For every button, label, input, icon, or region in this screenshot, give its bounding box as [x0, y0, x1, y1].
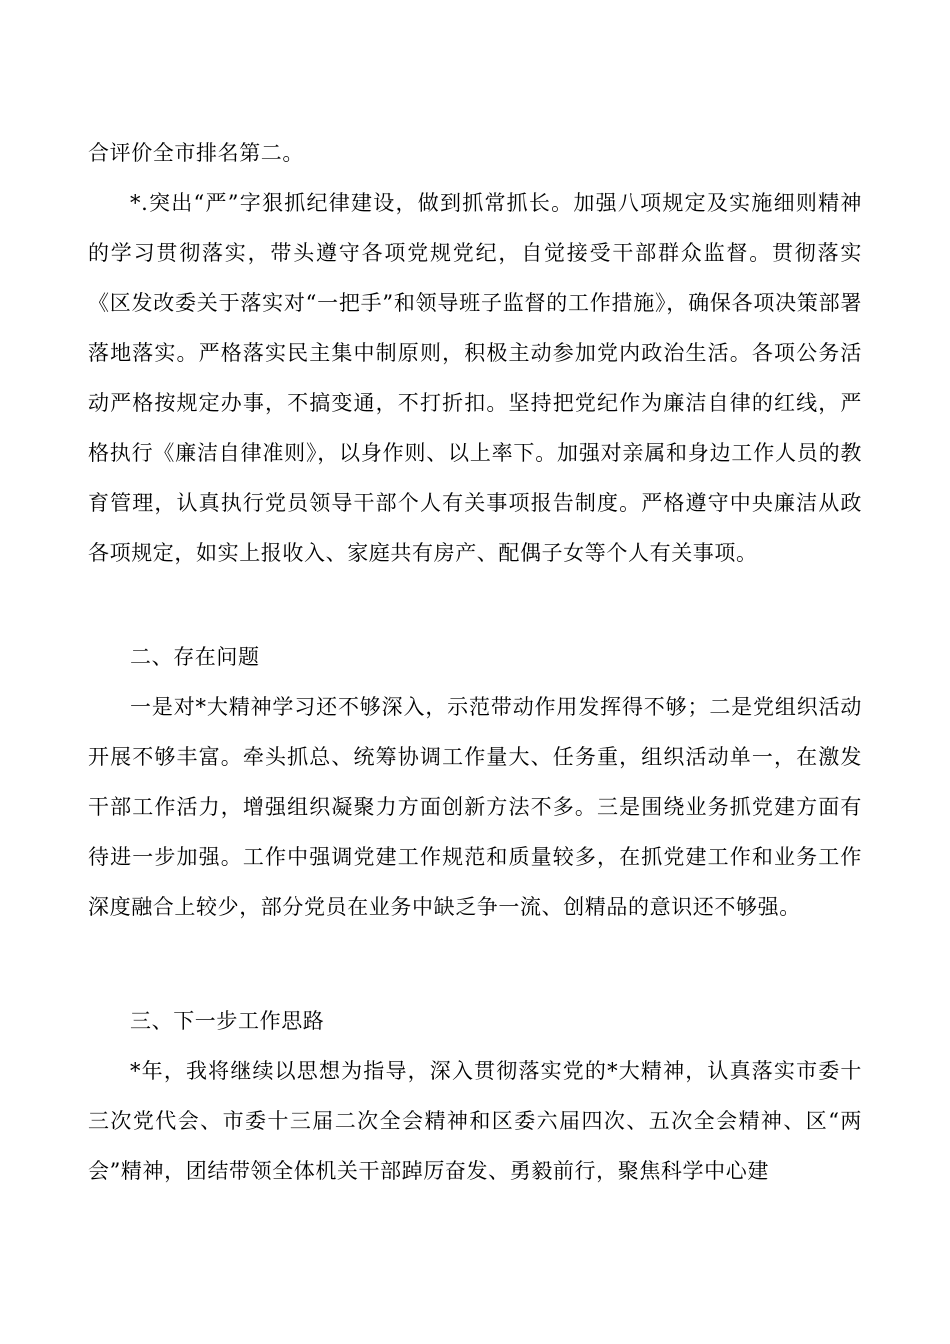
paragraph-continued: 合评价全市排名第二。 [88, 141, 304, 165]
section-heading-next-steps: 三、下一步工作思路 [130, 1009, 325, 1033]
section-heading-problems: 二、存在问题 [130, 645, 260, 669]
paragraph-discipline: *.突出“严”字狠抓纪律建设，做到抓常抓长。加强八项规定及实施细则精神的学习贯彻落实，带头遵守各项党规党纪，自觉接受干部群众监督。贯彻落实《区发改委关于落实对“一把手”和领导班子监督的工作措施》，确保各项决策部署落地落实。严格落实民主集中制原则，积极主动参加党内政治生活。各项公务活动严格按规定办事，不搞变通，不打折扣。坚持把党纪作为廉洁自律的红线，严格执行《廉洁自律准则》，以身作则、以上率下。加强对亲属和身边工作人员的教育管理，认真执行党员领导干部个人有关事项报告制度。严格遵守中央廉洁从政各项规定，如实上报收入、家庭共有房产、配偶子女等个人有关事项。 [88, 191, 862, 565]
paragraph-next-steps: *年，我将继续以思想为指导，深入贯彻落实党的*大精神，认真落实市委十三次党代会、市委十三届二次全会精神和区委六届四次、五次全会精神、区“两会”精神，团结带领全体机关干部踔厉奋发、勇毅前行，聚焦科学中心建 [88, 1059, 862, 1183]
paragraph-problems: 一是对*大精神学习还不够深入，示范带动作用发挥得不够；二是党组织活动开展不够丰富。牵头抓总、统筹协调工作量大、任务重，组织活动单一，在激发干部工作活力，增强组织凝聚力方面创新方法不多。三是围绕业务抓党建方面有待进一步加强。工作中强调党建工作规范和质量较多，在抓党建工作和业务工作深度融合上较少，部分党员在业务中缺乏争一流、创精品的意识还不够强。 [88, 695, 862, 919]
